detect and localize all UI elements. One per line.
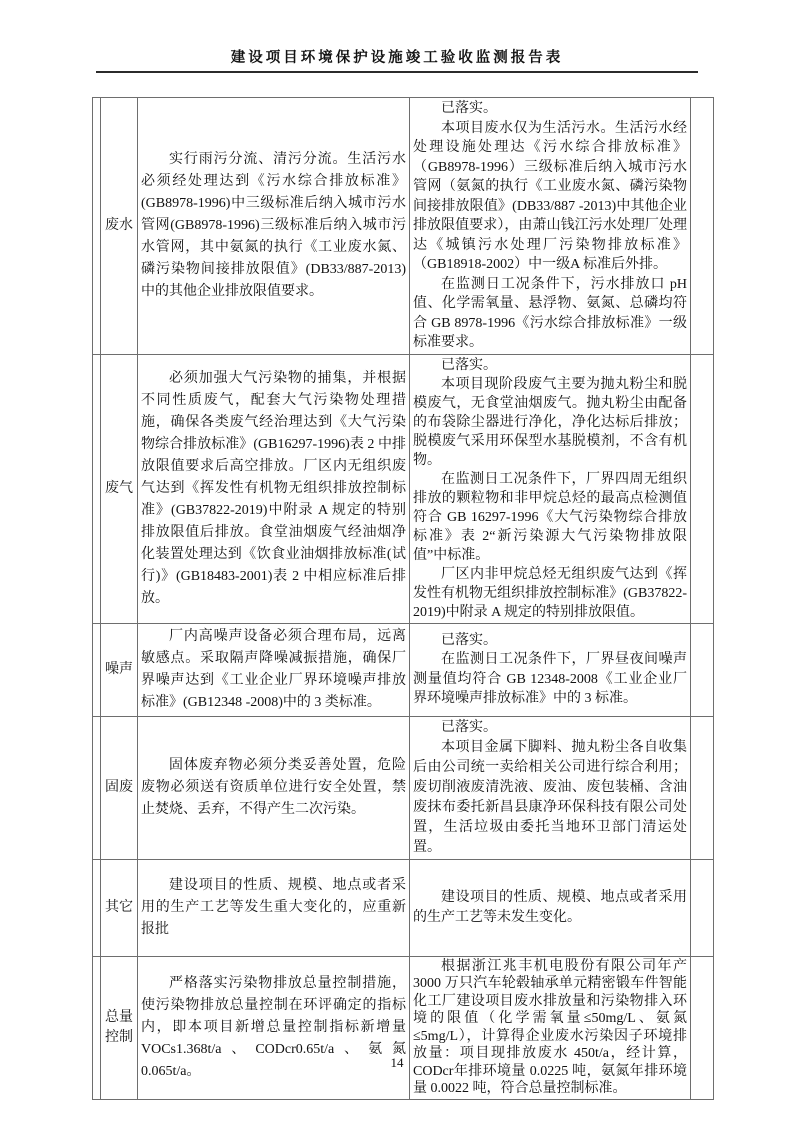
left-margin-cell — [93, 716, 101, 859]
implementation-paragraph: 建设项目的性质、规模、地点或者采用的生产工艺等未发生变化。 — [413, 890, 687, 925]
table-row — [93, 354, 714, 623]
table-row — [93, 956, 714, 1099]
implementation-cell — [410, 354, 691, 623]
right-margin-cell — [691, 623, 714, 716]
table-row — [93, 716, 714, 859]
requirement-cell — [138, 354, 410, 623]
implementation-paragraph: 在监测日工况条件下，厂界四周无组织排放的颗粒物和非甲烷总烃的最高点检测值符合 GB 16297-1996《大气污染物综合排放标准》表 2“新污染源大气污染物排放限值”中标准。 — [413, 471, 687, 563]
left-margin-cell — [93, 98, 101, 355]
table-row — [93, 623, 714, 716]
header-divider — [96, 71, 698, 73]
page-number: 14 — [390, 1055, 404, 1070]
implementation-paragraph: 已落实。 — [441, 101, 497, 116]
category-label-cell: 废水 — [101, 98, 138, 355]
left-margin-cell — [93, 354, 101, 623]
requirement-cell — [138, 956, 410, 1099]
requirement-cell — [138, 98, 410, 355]
requirement-paragraph: 固体废弃物必须分类妥善处置，危险废物必须送有资质单位进行安全处置，禁止焚烧、丢弃，不得产生二次污染。 — [141, 757, 406, 817]
compliance-table — [92, 97, 714, 1100]
category-label-cell: 噪声 — [101, 623, 138, 716]
requirement-cell — [138, 859, 410, 956]
implementation-paragraph: 本项目金属下脚料、抛丸粉尘各自收集后由公司统一卖给相关公司进行综合利用；废切削液废清洗液、废油、废包装桶、含油废抹布委托新昌县康净环保科技有限公司处置，生活垃圾由委托当地环卫部门清运处置。 — [413, 739, 687, 855]
table-row — [93, 98, 714, 355]
category-label-cell: 废气 — [101, 354, 138, 623]
left-margin-cell — [93, 859, 101, 956]
category-label-cell: 其它 — [101, 859, 138, 956]
right-margin-cell — [691, 98, 714, 355]
implementation-paragraph: 本项目现阶段废气主要为抛丸粉尘和脱模废气，无食堂油烟废气。抛丸粉尘由配备的布袋除尘器进行净化，净化达标后排放；脱模废气采用环保型水基脱模剂，不含有机物。 — [413, 376, 687, 468]
category-label-cell: 总量控制 — [101, 956, 138, 1099]
implementation-cell — [410, 859, 691, 956]
implementation-paragraph: 已落实。 — [441, 357, 497, 373]
table-row — [93, 859, 714, 956]
requirement-paragraph: 厂内高噪声设备必须合理布局，远离敏感点。采取隔声降噪减振措施，确保厂界噪声达到《工业企业厂界环境噪声排放标准》(GB12348 -2008)中的 3 类标准。 — [141, 628, 406, 710]
requirement-paragraph: 必须加强大气污染物的捕集，并根据不同性质废气，配套大气污染物处理措施，确保各类废气经治理达到《大气污染物综合排放标准》(GB16297-1996)表 2 中排放限值要求后高空排放。厂区内无组织废气达到《挥发性有机物无组织排放控制标准》(GB37822-2019)中附录 A 规定的特别排放限值后排放。食堂油烟废气经油烟净化装置处理达到《饮食业油烟排放标准(试行)》(GB18483-2001)表 2 中相应标准后排放。 — [141, 370, 406, 606]
implementation-cell — [410, 98, 691, 355]
implementation-paragraph: 已落实。 — [441, 632, 497, 648]
page-header — [96, 46, 698, 67]
implementation-paragraph: 本项目废水仅为生活污水。生活污水经处理设施处理达《污水综合排放标准》（GB8978-1996）三级标准后纳入城市污水管网（氨氮的执行《工业废水氮、磷污染物间接排放限值》(DB33/887 -2013)中其他企业排放限值要求），由萧山钱江污水处理厂处理达《城镇污水处理厂污染物排放标准》（GB18918-2002）中一级A 标准后外排。 — [413, 120, 687, 272]
implementation-paragraph: 在监测日工况条件下，污水排放口 pH 值、化学需氧量、悬浮物、氨氮、总磷均符合 GB 8978-1996《污水综合排放标准》一级标准要求。 — [413, 276, 687, 350]
compliance-table-body — [93, 98, 714, 1100]
category-label-cell: 固废 — [101, 716, 138, 859]
requirement-cell — [138, 716, 410, 859]
left-margin-cell — [93, 623, 101, 716]
right-margin-cell — [691, 716, 714, 859]
right-margin-cell — [691, 956, 714, 1099]
implementation-cell — [410, 716, 691, 859]
implementation-paragraph: 已落实。 — [441, 719, 497, 735]
requirement-paragraph: 实行雨污分流、清污分流。生活污水必须经处理达到《污水综合排放标准》(GB8978-1996)中三级标准后纳入城市污水管网(GB8978-1996)三级标准后纳入城市污水管网，其中氨氮的执行《工业废水氮、磷污染物间接排放限值》(DB33/887-2013)中的其他企业排放限值要求。 — [141, 151, 406, 299]
implementation-paragraph: 厂区内非甲烷总烃无组织废气达到《挥发性有机物无组织排放控制标准》(GB37822-2019)中附录 A 规定的特别排放限值。 — [413, 566, 687, 620]
right-margin-cell — [691, 859, 714, 956]
implementation-paragraph: 在监测日工况条件下，厂界昼夜间噪声测量值均符合 GB 12348-2008《工业企业厂界环境噪声排放标准》中的 3 标准。 — [413, 652, 687, 706]
requirement-paragraph: 严格落实污染物排放总量控制措施，使污染物排放总量控制在环评确定的指标内，即本项目新增总量控制指标新增量VOCs1.368t/a、CODcr0.65t/a、氨氮 0.065t/a。 — [141, 975, 406, 1079]
page-title: 建设项目环境保护设施竣工验收监测报告表 — [230, 50, 564, 66]
left-margin-cell — [93, 956, 101, 1099]
right-margin-cell — [691, 354, 714, 623]
implementation-cell — [410, 623, 691, 716]
implementation-cell — [410, 956, 691, 1099]
implementation-paragraph: 根据浙江兆丰机电股份有限公司年产3000 万只汽车轮毂轴承单元精密锻车件智能化工厂建设项目废水排放量和污染物排入环境的限值（化学需氧量≤50mg/L、氨氮≤5mg/L），计算得企业废水污染因子环境排放量：项目现排放废水 450t/a，经计算，CODcr年排环境量 0.0225 吨，氨氮年排环境量 0.0022 吨，符合总量控制标准。 — [413, 958, 687, 1096]
requirement-cell — [138, 623, 410, 716]
requirement-paragraph: 建设项目的性质、规模、地点或者采用的生产工艺等发生重大变化的，应重新报批 — [141, 877, 406, 937]
